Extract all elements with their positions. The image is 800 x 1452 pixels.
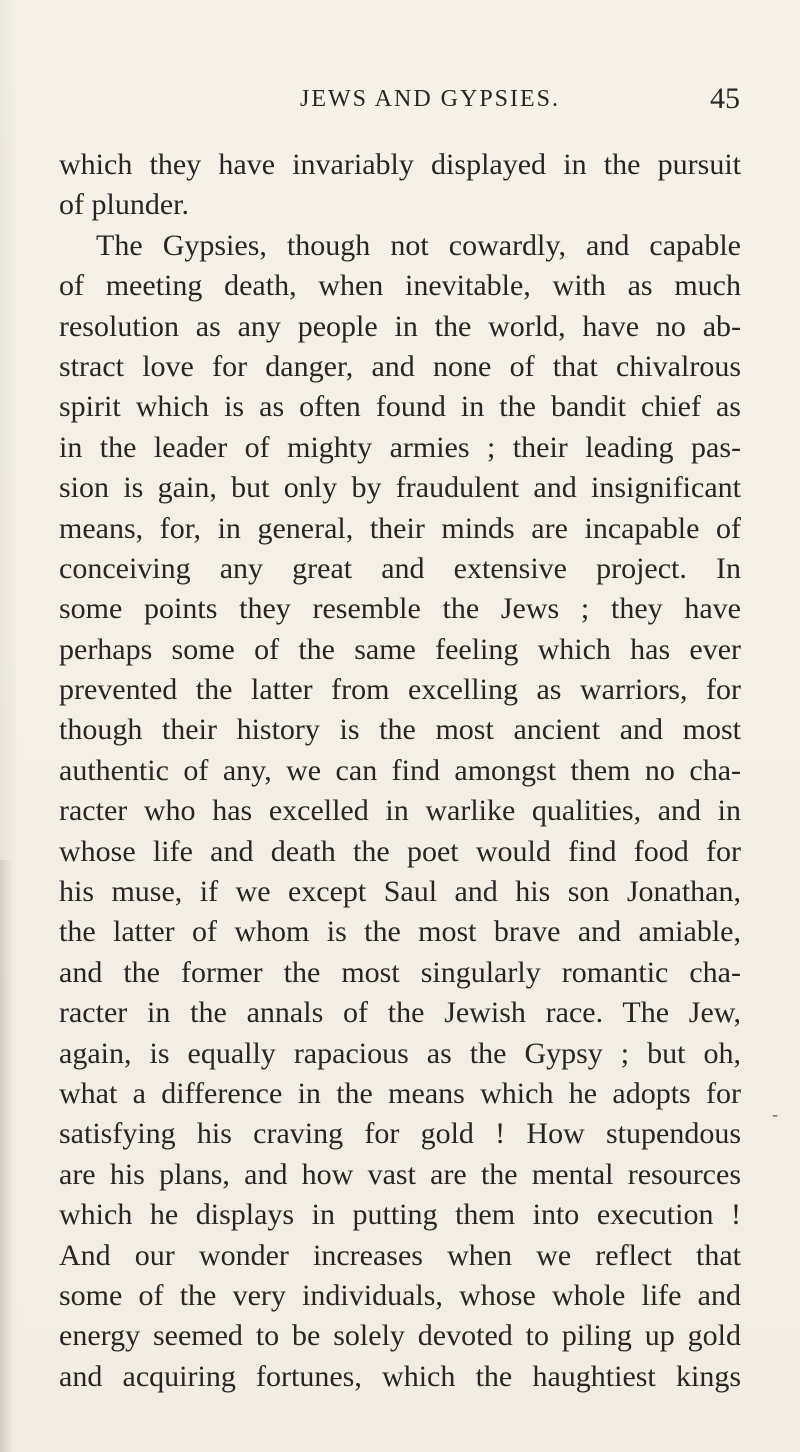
text-line: energy seemed to be solely devoted to piling up gold (59, 1319, 741, 1353)
page-number: 45 (710, 82, 740, 115)
text-line: stract love for danger, and none of that chivalrous (59, 349, 741, 383)
text-line: again, is equally rapacious as the Gypsy ; but oh, (59, 1036, 741, 1070)
body-text (59, 145, 741, 1397)
text-line: of meeting death, when inevitable, with as much (59, 269, 741, 303)
text-line: conceiving any great and extensive project. In (59, 551, 741, 585)
text-line: satisfying his craving for gold ! How stupendous (59, 1117, 741, 1151)
text-line: and acquiring fortunes, which the haughtiest kings (59, 1359, 741, 1393)
text-line: what a difference in the means which he adopts for (59, 1076, 741, 1110)
text-line: in the leader of mighty armies ; their leading pas- (59, 430, 741, 464)
text-line: which he displays in putting them into execution ! (59, 1198, 741, 1232)
text-line: racter in the annals of the Jewish race. The Jew, (59, 996, 741, 1030)
text-line: racter who has excelled in warlike qualities, and in (59, 794, 741, 828)
text-line: prevented the latter from excelling as warriors, for (59, 673, 741, 707)
text-line: spirit which is as often found in the bandit chief as (59, 390, 741, 424)
text-line: and the former the most singularly romantic cha- (59, 955, 741, 989)
text-line: some of the very individuals, whose whole life and (59, 1278, 741, 1312)
header-title: JEWS AND GYPSIES. (300, 86, 561, 112)
text-line: authentic of any, we can find amongst them no cha- (59, 753, 741, 787)
text-line: some points they resemble the Jews ; they have (59, 592, 741, 626)
text-line: his muse, if we except Saul and his son Jonathan, (59, 875, 741, 909)
text-line: And our wonder increases when we reflect that (59, 1238, 741, 1272)
text-line: of plunder. (59, 188, 189, 222)
text-line: means, for, in general, their minds are incapable of (59, 511, 741, 545)
text-line: are his plans, and how vast are the mental resources (59, 1157, 741, 1191)
page-edge-shadow (0, 860, 12, 1452)
text-line: whose life and death the poet would find food for (59, 834, 741, 868)
text-line: the latter of whom is the most brave and amiable, (59, 915, 741, 949)
text-line: The Gypsies, though not cowardly, and capable (96, 228, 741, 262)
text-line: which they have invariably displayed in the pursuit (59, 148, 741, 181)
text-line: resolution as any people in the world, have no ab- (59, 309, 741, 343)
text-line: perhaps some of the same feeling which has ever (59, 632, 741, 666)
text-line: though their history is the most ancient and most (59, 713, 741, 747)
margin-mark: - (772, 1104, 778, 1124)
running-head (60, 82, 740, 126)
text-line: sion is gain, but only by fraudulent and insignificant (59, 471, 741, 505)
